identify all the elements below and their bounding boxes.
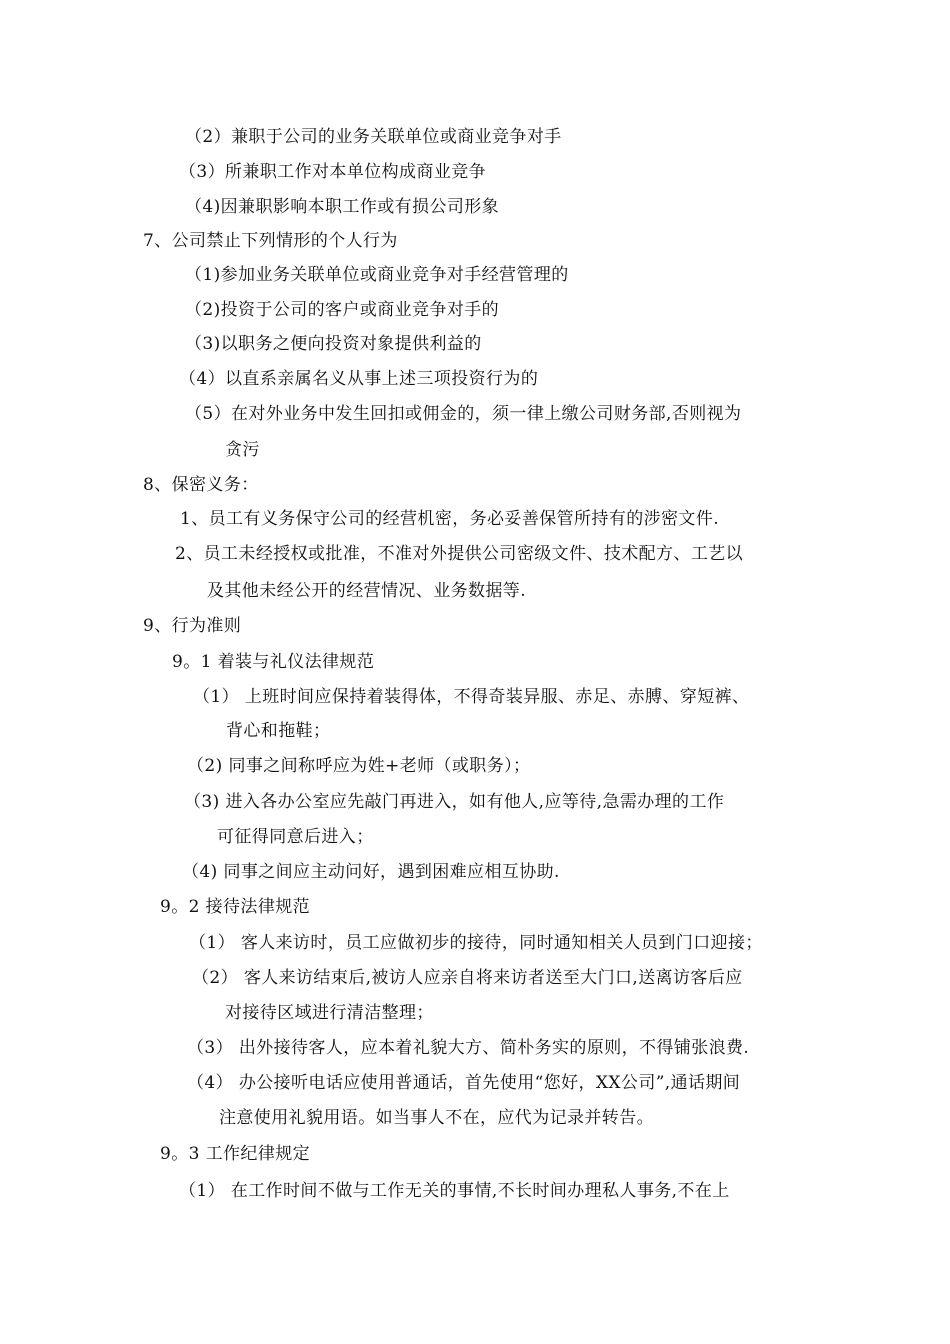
text-line: （2)投资于公司的客户或商业竞争对手的	[185, 300, 500, 320]
text-line: 对接待区域进行清洁整理；	[225, 1003, 434, 1023]
subsection-heading: 9。2 接待法律规范	[160, 897, 311, 917]
text-line: （3)以职务之便向投资对象提供利益的	[185, 334, 482, 354]
text-line: （3）所兼职工作对本单位构成商业竞争	[179, 162, 487, 182]
text-line: （2）兼职于公司的业务关联单位或商业竞争对手	[185, 127, 562, 147]
text-line: （4) 同事之间应主动问好，遇到困难应相互协助.	[182, 862, 560, 882]
text-line: （1） 客人来访时，员工应做初步的接待，同时通知相关人员到门口迎接；	[189, 933, 763, 953]
text-line: （5）在对外业务中发生回扣或佣金的，须一律上缴公司财务部,否则视为	[185, 404, 742, 424]
section-heading: 9、行为准则	[143, 616, 242, 636]
text-line: （2) 同事之间称呼应为姓+老师（或职务）；	[187, 756, 531, 776]
text-line: 1、员工有义务保守公司的经营机密，务必妥善保管所持有的涉密文件.	[180, 509, 720, 529]
text-line: 背心和拖鞋；	[226, 721, 331, 741]
text-line: （4）以直系亲属名义从事上述三项投资行为的	[179, 369, 539, 389]
text-line: 贪污	[225, 440, 260, 460]
text-line: 可征得同意后进入；	[217, 827, 374, 847]
text-line: （3) 进入各办公室应先敲门再进入，如有他人,应等待,急需办理的工作	[184, 792, 725, 812]
text-line: （1） 在工作时间不做与工作无关的事情,不长时间办理私人事务,不在上	[179, 1181, 730, 1201]
section-heading: 7、公司禁止下列情形的个人行为	[143, 231, 398, 251]
text-line: 及其他未经公开的经营情况、业务数据等.	[207, 581, 527, 601]
text-line: 注意使用礼貌用语。如当事人不在，应代为记录并转告。	[219, 1108, 654, 1128]
text-line: （1)参加业务关联单位或商业竞争对手经营管理的	[185, 265, 569, 285]
text-line: （4） 办公接听电话应使用普通话，首先使用“您好，XX公司”,通话期间	[187, 1073, 741, 1093]
text-line: 2、员工未经授权或批准，不准对外提供公司密级文件、技术配方、工艺以	[175, 544, 744, 564]
text-line: （2） 客人来访结束后,被访人应亲自将来访者送至大门口,送离访客后应	[192, 968, 743, 988]
subsection-heading: 9。1 着装与礼仪法律规范	[172, 652, 375, 672]
text-line: （3） 出外接待客人，应本着礼貌大方、简朴务实的原则，不得铺张浪费.	[187, 1038, 750, 1058]
subsection-heading: 9。3 工作纪律规定	[160, 1144, 311, 1164]
section-heading: 8、保密义务：	[143, 475, 259, 495]
text-line: （1） 上班时间应保持着装得体，不得奇装异服、赤足、赤膊、穿短裤、	[193, 687, 750, 707]
text-line: （4)因兼职影响本职工作或有损公司形象	[185, 197, 500, 217]
